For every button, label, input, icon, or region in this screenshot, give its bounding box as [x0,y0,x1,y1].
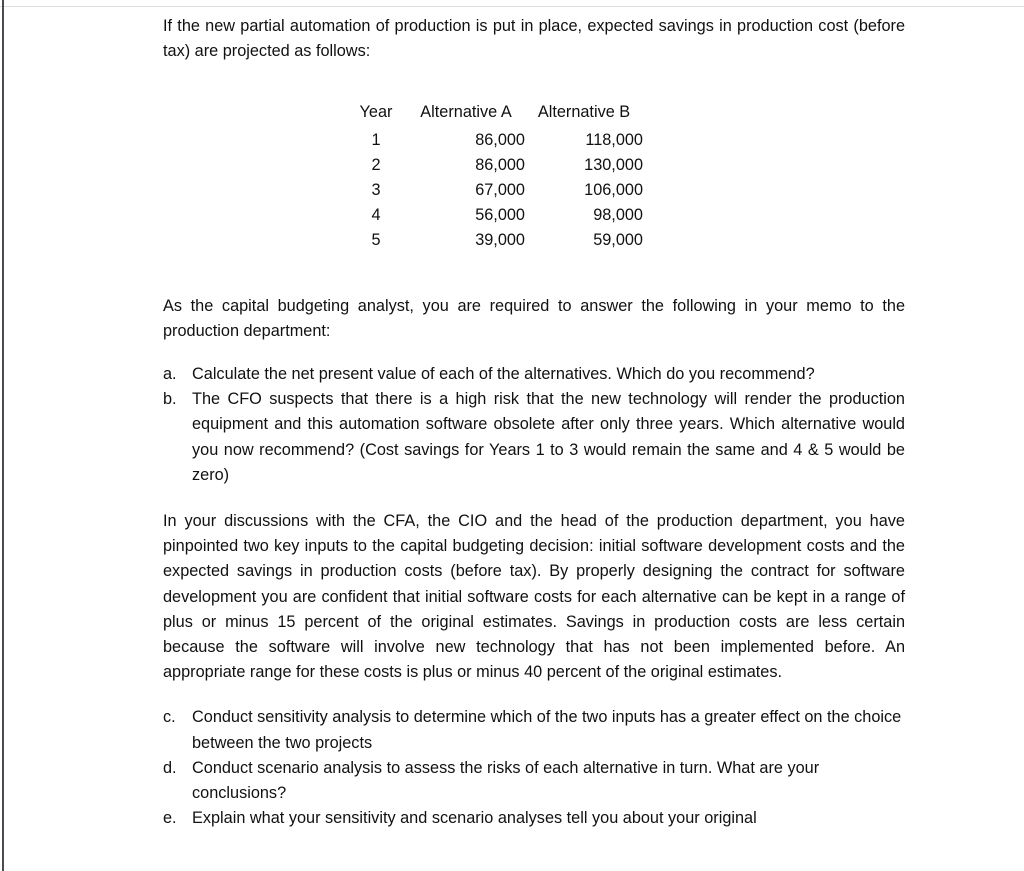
cell-alt-a: 39,000 [475,231,525,250]
cell-year: 3 [371,181,381,200]
list-item [163,806,905,831]
cell-alt-a: 56,000 [475,206,525,225]
table-row [345,153,643,178]
cell-alt-b: 59,000 [593,231,643,250]
cell-alt-b: 130,000 [584,155,643,174]
spacer [163,685,905,705]
list-marker: b. [163,390,177,409]
cell-year: 2 [371,155,381,174]
table-row [345,228,643,253]
spacer [163,488,905,509]
spacer [163,344,905,362]
cell-year: 5 [371,231,381,250]
intro-paragraph: If the new partial automation of production is put in place, expected savings in production cost (before tax) are projected as follows: [163,17,905,61]
cell-alt-a: 67,000 [475,181,525,200]
cell-alt-a: 86,000 [475,155,525,174]
list-item-text: Explain what your sensitivity and scenario analyses tell you about your original [192,809,757,828]
spacer [163,64,905,100]
page-left-margin-rule [2,0,4,871]
questions-list-second [163,705,905,831]
list-item [163,705,905,755]
list-item-text: The CFO suspects that there is a high risk that the new technology will render the production equipment and this automation software obsolete after only three years. Which alternative would you now recommend? (Cost savings for Years 1 to 3 would remain the same and 4 & 5 would be zero) [192,390,905,484]
list-marker: d. [163,758,177,777]
cell-alt-b: 106,000 [584,181,643,200]
list-item-text: Conduct sensitivity analysis to determine which of the two inputs has a greater effect on the choice between the two projects [192,708,902,752]
table-header-year: Year [359,103,393,122]
questions-list-first [163,362,905,488]
cell-alt-a: 86,000 [475,130,525,149]
table-row [345,178,643,203]
list-item-text: Conduct scenario analysis to assess the risks of each alternative in turn. What are your conclusions? [192,758,820,803]
cell-year: 4 [371,206,381,225]
savings-table [345,100,643,253]
list-item-text: Calculate the net present value of each of the alternatives. Which do you recommend? [192,365,815,384]
list-marker: a. [163,365,177,384]
table-header-row [345,100,643,127]
cell-alt-b: 118,000 [585,130,643,149]
memo-paragraph: As the capital budgeting analyst, you are required to answer the following in your memo to the production department: [163,296,905,340]
table-header-alternative-b: Alternative B [537,103,631,122]
list-item [163,756,905,806]
list-item [163,387,905,488]
discussion-paragraph: In your discussions with the CFA, the CIO and the head of the production department, you have pinpointed two key inputs to the capital budgeting decision: initial software development costs and the expected savings in production costs (before tax). By properly designing the contract for software development you are confident that initial software costs for each alternative can be kept in a range of plus or minus 15 percent of the original estimates. Savings in production costs are less certain because the software will involve new technology that has not been implemented before. An appropriate range for these costs is plus or minus 40 percent of the original estimates. [163,512,905,682]
spacer [163,254,905,294]
cell-alt-b: 98,000 [593,206,643,225]
cell-year: 1 [371,130,381,149]
document-content [163,14,905,831]
list-marker: c. [163,708,176,727]
table-row [345,128,643,153]
list-item [163,362,905,387]
list-marker: e. [163,809,177,828]
table-row [345,203,643,228]
page-top-divider [0,6,1024,7]
table-header-alternative-a: Alternative A [420,103,512,122]
